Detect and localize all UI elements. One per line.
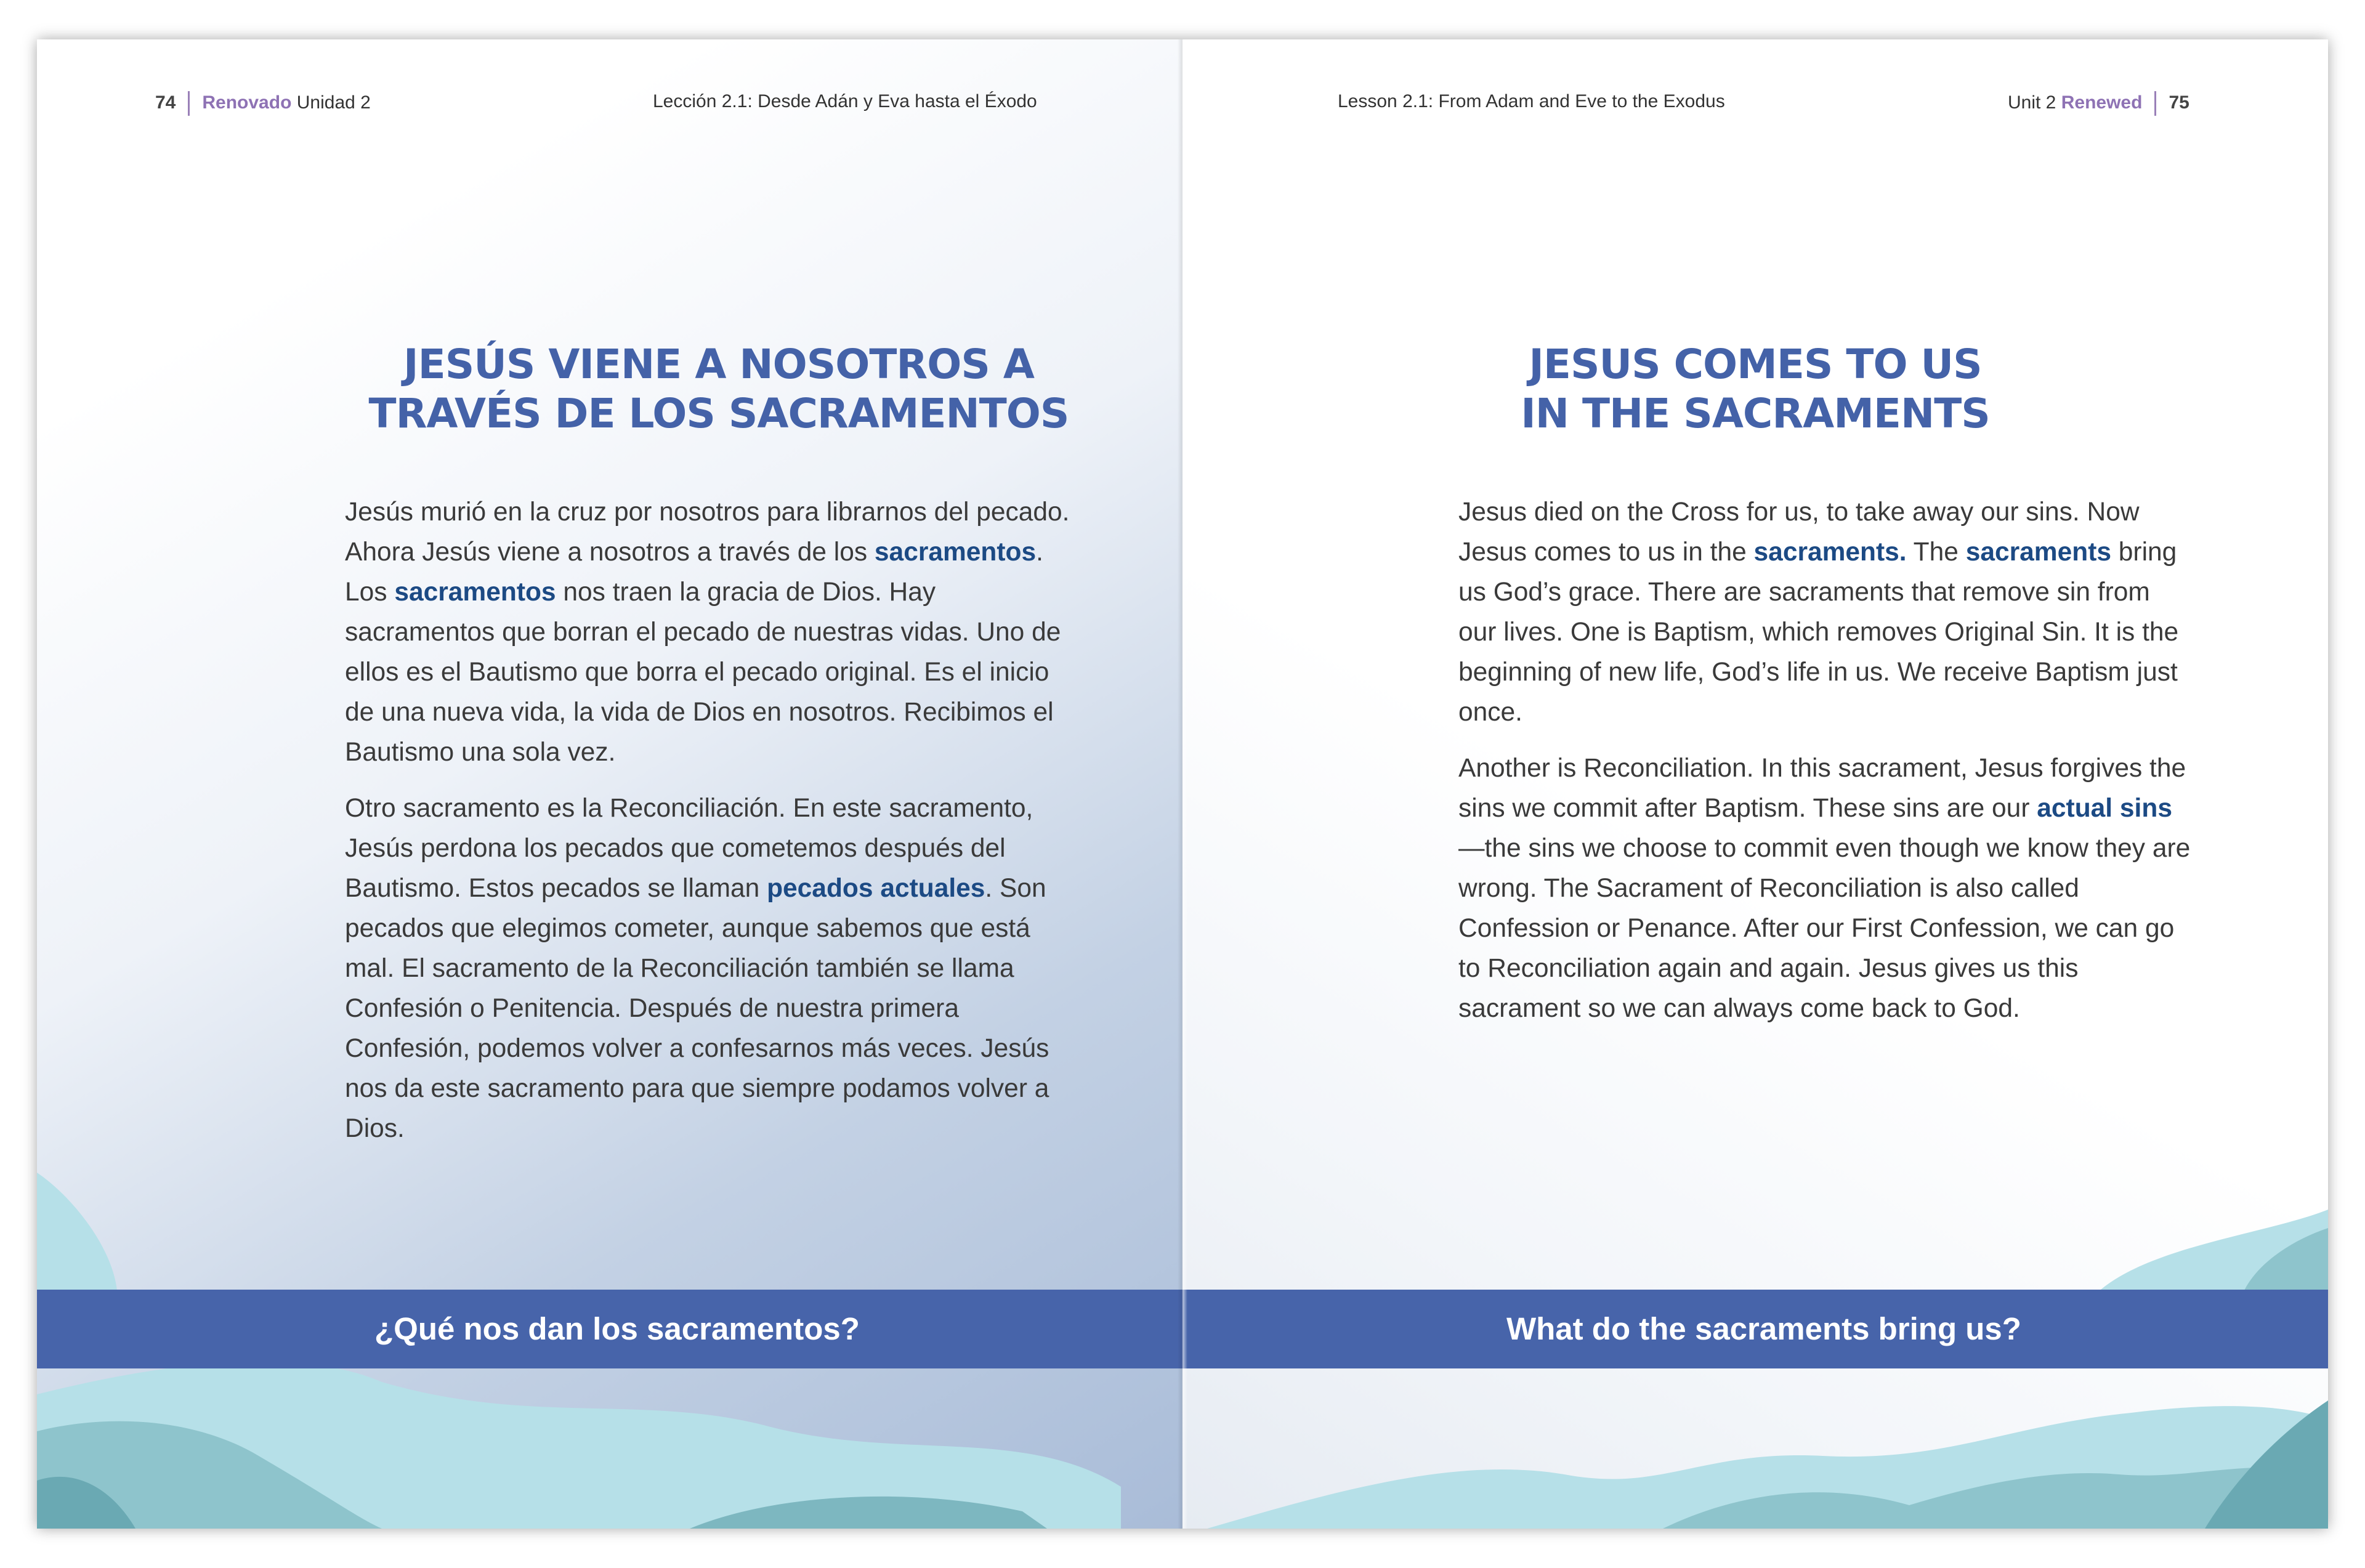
vocab-term: sacramentos xyxy=(394,578,556,607)
text-run: bring us God’s grace. There are sacraments that remove sin from our lives. One is Baptism, which removes Original Sin. It is the beginning of new life, God’s life in us. We receive Baptism just once. xyxy=(1458,538,2179,727)
brand-name: Renovado xyxy=(202,92,292,113)
book-gutter xyxy=(1178,39,1187,1529)
vocab-term: pecados actuales xyxy=(767,874,985,903)
vocab-term: sacraments. xyxy=(1753,538,1907,567)
vocab-term: sacraments xyxy=(1965,538,2111,567)
text-run: Another is Reconciliation. In this sacrament, Jesus forgives the sins we commit after Baptism. These sins are our xyxy=(1458,754,2186,823)
question-text: What do the sacraments bring us? xyxy=(1506,1311,2021,1346)
unit-label: Unit 2 xyxy=(2008,92,2056,113)
text-run: Jesús murió en la cruz por nosotros para librarnos del pecado. Ahora Jesús viene a nosotros a través de los xyxy=(345,498,1070,567)
title-line: TRAVÉS DE LOS SACRAMENTOS xyxy=(368,390,1069,437)
vocab-term: actual sins xyxy=(2037,794,2172,823)
brand-name: Renewed xyxy=(2061,92,2143,113)
text-run: . Los xyxy=(345,538,1043,607)
text-run: —the sins we choose to commit even though we know they are wrong. The Sacrament of Reconciliation is also called Confession or Penance. After our First Confession, we can go to Reconciliation again and again. Jesus gives us this sacrament so we can always come back to God. xyxy=(1458,834,2191,1023)
text-run: The xyxy=(1906,538,1966,567)
title-line: IN THE SACRAMENTS xyxy=(1521,390,1990,437)
page-number: 74 xyxy=(155,92,176,113)
page-number: 75 xyxy=(2169,92,2189,113)
text-run: Jesus died on the Cross for us, to take away our sins. Now Jesus comes to us in the xyxy=(1458,498,2140,567)
question-text: ¿Qué nos dan los sacramentos? xyxy=(374,1311,860,1346)
text-run: . Son pecados que elegimos cometer, aunque sabemos que está mal. El sacramento de la Reconciliación también se llama Confesión o Penitencia. Después de nuestra primera Confesión, podemos volver a confesarnos más veces. Jesús nos da este sacramento para que siempre podamos volver a Dios. xyxy=(345,874,1049,1143)
lesson-title: Lección 2.1: Desde Adán y Eva hasta el Éxodo xyxy=(653,91,1037,111)
title-line: JESUS COMES TO US xyxy=(1529,341,1982,388)
wave-shape xyxy=(37,1173,118,1308)
book-spread xyxy=(37,39,2328,1529)
text-run: nos traen la gracia de Dios. Hay sacramentos que borran el pecado de nuestras vidas. Uno de ellos es el Bautismo que borra el pecado original. Es el inicio de una nueva vida, la vida de Dios en nosotros. Recibimos el Bautismo una sola vez. xyxy=(345,578,1061,767)
lesson-title: Lesson 2.1: From Adam and Eve to the Exodus xyxy=(1338,91,1725,111)
vocab-term: sacramentos xyxy=(874,538,1037,567)
title-line: JESÚS VIENE A NOSOTROS A xyxy=(403,341,1034,388)
unit-label: Unidad 2 xyxy=(296,92,371,113)
text-run: Otro sacramento es la Reconciliación. En este sacramento, Jesús perdona los pecados que cometemos después del Bautismo. Estos pecados se llaman xyxy=(345,794,1033,903)
